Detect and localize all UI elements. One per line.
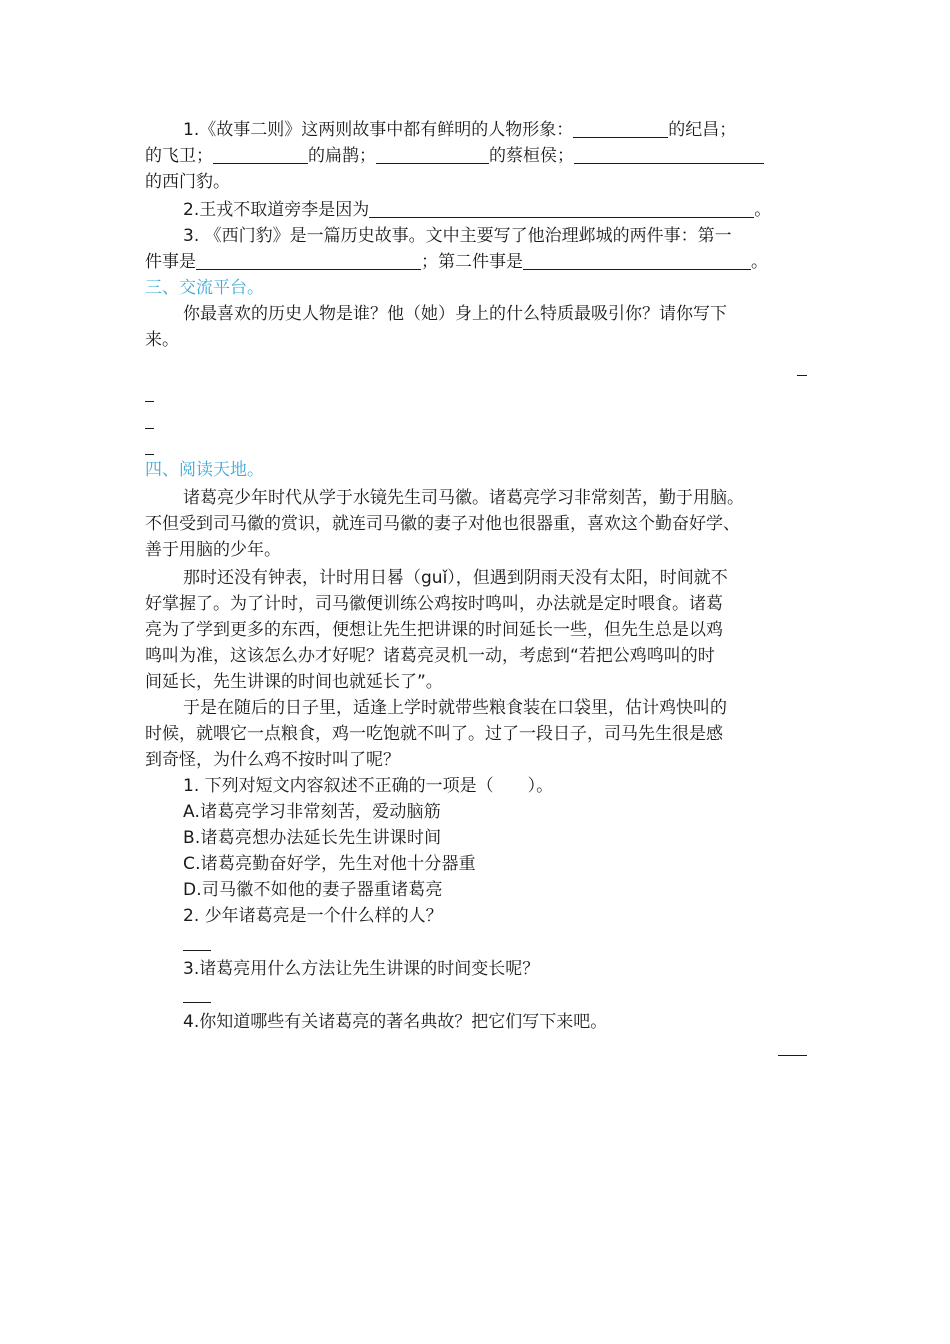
section3-line2: 来。 [145, 330, 179, 350]
passage-p2-line2: 好掌握了。为了计时，司马徽便训练公鸡按时鸣叫，办法就是定时喂食。诸葛 [145, 594, 723, 614]
q1-line3: 的西门豹。 [145, 172, 230, 192]
passage-p3-line1: 于是在随后的日子里，适逢上学时就带些粮食装在口袋里，估计鸡快叫的 [183, 698, 727, 718]
reading-q4: 4.你知道哪些有关诸葛亮的著名典故？把它们写下来吧。 [183, 1012, 608, 1032]
reading-q1-option-b[interactable]: B.诸葛亮想办法延长先生讲课时间 [183, 828, 442, 848]
reading-q1: 1. 下列对短文内容叙述不正确的一项是（ ）。 [183, 776, 554, 796]
passage-p3-line2: 时候，就喂它一点粮食，鸡一吃饱就不叫了。过了一段日子，司马先生很是感 [145, 724, 723, 744]
q1-line2 [145, 143, 764, 169]
passage-p1-line2: 不但受到司马徽的赏识，就连司马徽的妻子对他也很器重，喜欢这个勤奋好学、 [145, 514, 740, 534]
passage-p2-line1: 那时还没有钟表，计时用日晷（guǐ），但遇到阴雨天没有太阳，时间就不 [183, 568, 728, 588]
q2-end: 。 [754, 200, 772, 220]
answer-line-1[interactable] [797, 375, 807, 376]
q3-line2 [145, 249, 768, 275]
passage-p2-line3: 亮为了学到更多的东西，便想让先生把讲课的时间延长一些，但先生总是以鸡 [145, 620, 723, 640]
answer-line-4[interactable] [145, 454, 154, 455]
passage-p3-line3: 到奇怪，为什么鸡不按时叫了呢？ [145, 750, 400, 770]
q3-line1: 3. 《西门豹》是一篇历史故事。文中主要写了他治理邺城的两件事：第一 [183, 226, 732, 246]
reading-q4-answer-line[interactable] [778, 1055, 807, 1056]
q3-blank-1[interactable] [196, 251, 421, 270]
q1-text-caihuanhou: 的蔡桓侯； [489, 146, 574, 166]
reading-q3-answer-line[interactable] [183, 1002, 211, 1003]
answer-line-2[interactable] [145, 401, 154, 402]
q1-text-bianque: 的扁鹊； [308, 146, 376, 166]
q3-text-first: 件事是 [145, 252, 196, 272]
q2-line [183, 197, 771, 223]
q3-blank-2[interactable] [523, 251, 751, 270]
passage-p2-line5: 间延长，先生讲课的时间也就延长了”。 [145, 672, 443, 692]
q1-text-feiwei: 的飞卫； [145, 146, 213, 166]
reading-q3: 3.诸葛亮用什么方法让先生讲课的时间变长呢？ [183, 959, 540, 979]
q1-line1 [183, 117, 736, 143]
q3-text-second: ；第二件事是 [421, 252, 523, 272]
reading-q1-option-c[interactable]: C.诸葛亮勤奋好学，先生对他十分器重 [183, 854, 476, 874]
reading-q2: 2. 少年诸葛亮是一个什么样的人？ [183, 906, 443, 926]
passage-p1-line1: 诸葛亮少年时代从学于水镜先生司马徽。诸葛亮学习非常刻苦，勤于用脑。 [183, 488, 744, 508]
section3-title: 三、交流平台。 [145, 278, 264, 298]
q2-blank[interactable] [369, 199, 754, 218]
q1-text-end: 的纪昌； [668, 120, 737, 140]
q2-text: 2.王戎不取道旁李是因为 [183, 200, 370, 220]
section4-title: 四、阅读天地。 [145, 460, 264, 480]
passage-p1-line3: 善于用脑的少年。 [145, 540, 281, 560]
reading-q1-option-d[interactable]: D.司马徽不如他的妻子器重诸葛亮 [183, 880, 443, 900]
q1-blank-2[interactable] [213, 145, 308, 164]
section3-line1: 你最喜欢的历史人物是谁？他（她）身上的什么特质最吸引你？请你写下 [183, 304, 727, 324]
reading-q2-answer-line[interactable] [183, 950, 211, 951]
q1-blank-3[interactable] [376, 145, 489, 164]
q1-text-start: 1.《故事二则》这两则故事中都有鲜明的人物形象： [183, 120, 574, 140]
q3-end: 。 [751, 252, 768, 272]
q1-blank-4[interactable] [574, 145, 764, 164]
passage-p2-line4: 鸣叫为准，这该怎么办才好呢？诸葛亮灵机一动，考虑到“若把公鸡鸣叫的时 [145, 646, 715, 666]
q1-blank-1[interactable] [573, 119, 668, 138]
answer-line-3[interactable] [145, 428, 154, 429]
reading-q1-option-a[interactable]: A.诸葛亮学习非常刻苦，爱动脑筋 [183, 802, 441, 822]
